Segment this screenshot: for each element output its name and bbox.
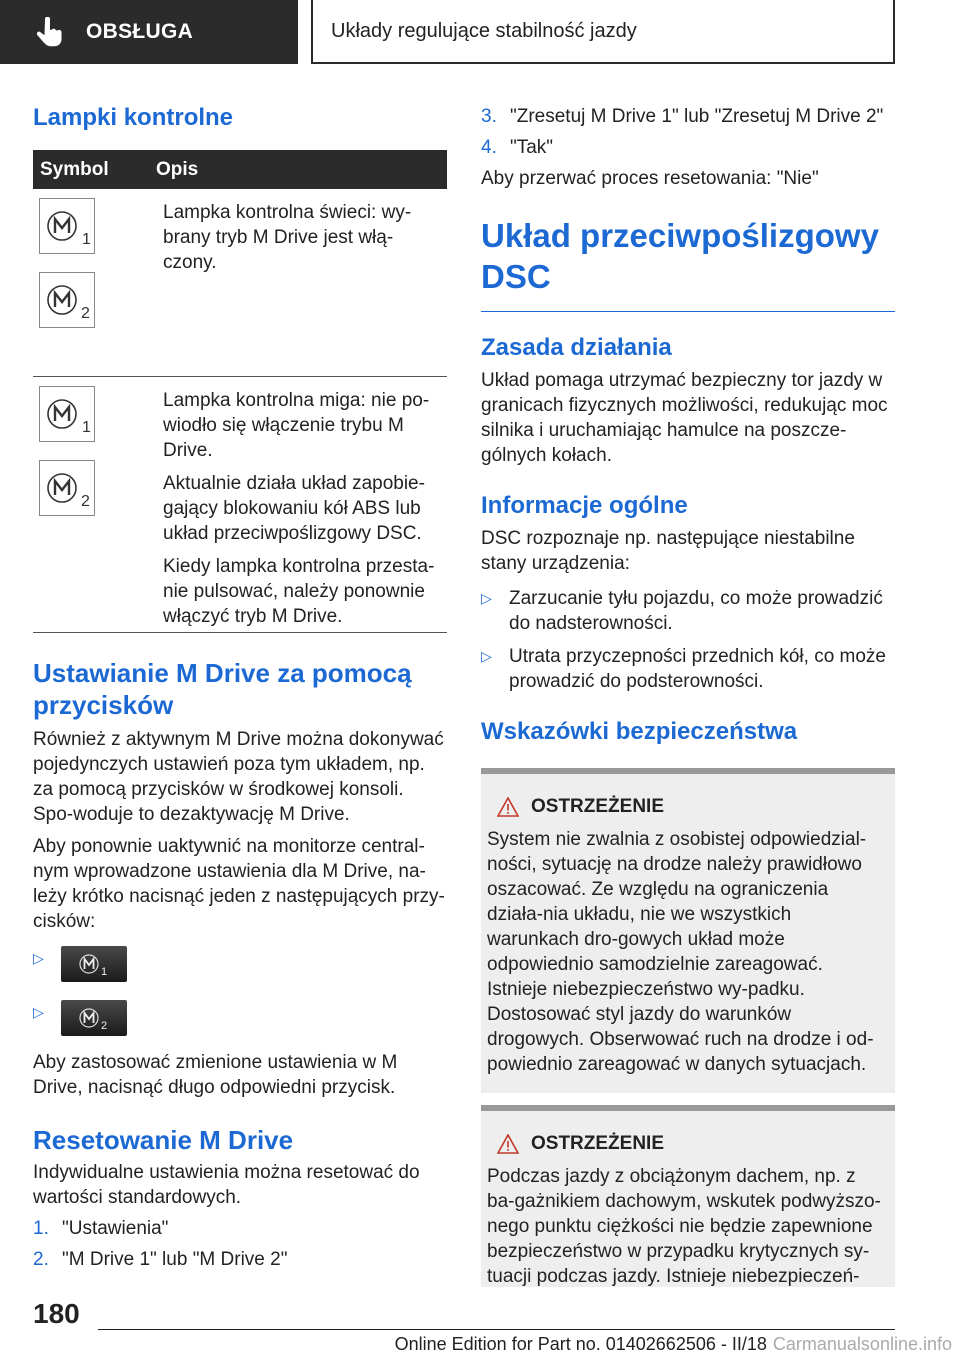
svg-text:1: 1 — [82, 231, 91, 248]
cancel-text: Aby przerwać proces resetowania: "Nie" — [481, 168, 819, 189]
triangle-bullet-icon: ▷ — [33, 1004, 44, 1020]
list-item — [481, 644, 895, 694]
row2-text-2: Aktualnie działa układ zapobie-gający blokowaniu kół ABS lub układ przeciwpoślizgowy DSC. — [163, 473, 425, 544]
section-title: OBSŁUGA — [86, 20, 194, 43]
m1-button-icon — [61, 946, 127, 982]
warning-title: OSTRZEŻENIE — [531, 796, 665, 817]
list-item — [33, 1216, 447, 1241]
svg-text:2: 2 — [81, 305, 90, 322]
step-text: "Tak" — [510, 137, 554, 158]
triangle-bullet-icon: ▷ — [481, 648, 492, 664]
list-item — [481, 104, 895, 129]
reset-paragraph: Indywidualne ustawienia można resetować do wartości standardowych. — [33, 1162, 420, 1208]
list-item — [481, 135, 895, 160]
right-column — [481, 104, 895, 1287]
info-paragraph: DSC rozpoznaje np. następujące niestabilne stany urządzenia: — [481, 528, 855, 574]
step-text: "M Drive 1" lub "M Drive 2" — [62, 1249, 288, 1270]
m1-indicator-icon — [39, 198, 95, 254]
triangle-bullet-icon: ▷ — [33, 950, 44, 966]
edition-text: Online Edition for Part no. 01402662506 - II/18 Carmanualsonline.info — [394, 1334, 952, 1354]
warning-text: System nie zwalnia z osobistej odpowiedzial-ności, sytuację na drodze należy prawidłowo oszacować. Ze względu na ograniczenia działa-nia układu, nie we wszystkich warunkach dro-gowych układ może odpowiednio samodzielnie zareagować. Istnieje niebezpieczeństwo wy-padku. Dostosować styl jazdy do warunków drogowych. Obserwować ruch na drodze i od-powiednio zareagować w danych sytuacjach. — [487, 829, 874, 1075]
left-column — [33, 100, 447, 1272]
info-heading: Informacje ogólne — [481, 492, 688, 519]
triangle-bullet-icon: ▷ — [481, 590, 492, 606]
table-header — [33, 150, 447, 189]
svg-text:2: 2 — [101, 1020, 108, 1032]
ustawianie-paragraph-3: Aby zastosować zmienione ustawienia w M Drive, nacisnąć długo odpowiedni przycisk. — [33, 1052, 398, 1098]
indicator-table — [33, 150, 447, 633]
lampki-heading: Lampki kontrolne — [33, 104, 234, 131]
row2-text-3: Kiedy lampka kontrolna przesta-nie pulsować, należy ponownie włączyć tryb M Drive. — [163, 556, 435, 627]
row2-text-1: Lampka kontrolna miga: nie po-wiodło się włączenie trybu M Drive. — [163, 390, 430, 461]
step-text: "Zresetuj M Drive 1" lub "Zresetuj M Drive 2" — [510, 106, 884, 127]
ustawianie-paragraph-1: Również z aktywnym M Drive można dokonywać pojedynczych ustawień poza tym układem, np. za pomocą przycisków w środkowej konsoli. Spo-woduje to dezaktywację M Drive. — [33, 729, 444, 825]
ustawianie-heading: Ustawianie M Drive za pomocą przycisków — [33, 658, 412, 720]
m1-indicator-icon — [39, 386, 95, 442]
m2-button-icon — [61, 1000, 127, 1036]
header-chapter-tab — [311, 0, 895, 64]
svg-text:1: 1 — [82, 419, 91, 436]
bullet-text: Utrata przyczepności przednich kół, co może prowadzić do podsterowności. — [509, 646, 886, 692]
warning-triangle-icon — [497, 797, 519, 817]
step-number: 1. — [33, 1218, 49, 1239]
step-number: 4. — [481, 137, 497, 158]
zasada-heading: Zasada działania — [481, 334, 672, 361]
svg-text:2: 2 — [81, 493, 90, 510]
m2-indicator-icon — [39, 272, 95, 328]
dsc-heading: Układ przeciwpoślizgowy DSC — [481, 217, 879, 295]
warning-text: Podczas jazdy z obciążonym dachem, np. z ba-gażnikiem dachowym, wskutek podwyższo-nego punktu ciężkości nie będzie zapewnione bezpieczeństwo w przypadku krytycznych sy-tuacji podczas jazdy. Istnieje niebezpieczeń- — [487, 1166, 881, 1287]
list-item — [481, 586, 895, 636]
step-number: 3. — [481, 106, 497, 127]
list-item — [33, 1000, 447, 1036]
header-section-tab — [0, 0, 298, 64]
table-row — [33, 377, 447, 633]
list-item — [33, 946, 447, 982]
ustawianie-paragraph-2: Aby ponownie uaktywnić na monitorze central-nym wprowadzone ustawienia dla M Drive, na-leży krótko nacisnąć jeden z następujących przy-cisków: — [33, 836, 445, 932]
hand-pointer-icon — [36, 17, 64, 47]
chapter-title: Układy regulujące stabilność jazdy — [331, 19, 637, 42]
warning-triangle-icon — [497, 1134, 519, 1154]
zasada-paragraph: Układ pomaga utrzymać bezpieczny tor jazdy w granicach fizycznych możliwości, redukując moc silnika i uruchamiając hamulce na poszcze-gólnych kołach. — [481, 370, 888, 466]
heading-divider — [481, 311, 895, 312]
warning-box — [481, 1105, 895, 1287]
watermark-text: Carmanualsonline.info — [772, 1334, 952, 1354]
col-opis: Opis — [156, 158, 199, 180]
step-text: "Ustawienia" — [62, 1218, 169, 1239]
col-symbol: Symbol — [40, 158, 109, 180]
warning-box — [481, 768, 895, 1093]
step-number: 2. — [33, 1249, 49, 1270]
page-number: 180 — [33, 1298, 80, 1329]
list-item — [33, 1247, 447, 1272]
bullet-text: Zarzucanie tyłu pojazdu, co może prowadzić do nadsterowności. — [509, 588, 883, 634]
svg-text:1: 1 — [101, 966, 108, 978]
m2-indicator-icon — [39, 460, 95, 516]
reset-heading: Resetowanie M Drive — [33, 1125, 294, 1155]
warning-title: OSTRZEŻENIE — [531, 1133, 665, 1154]
row1-text: Lampka kontrolna świeci: wy-brany tryb M Drive jest włą-czony. — [163, 202, 412, 273]
wskazowki-heading: Wskazówki bezpieczeństwa — [481, 718, 798, 745]
footer-divider — [98, 1329, 895, 1330]
table-row — [33, 189, 447, 377]
